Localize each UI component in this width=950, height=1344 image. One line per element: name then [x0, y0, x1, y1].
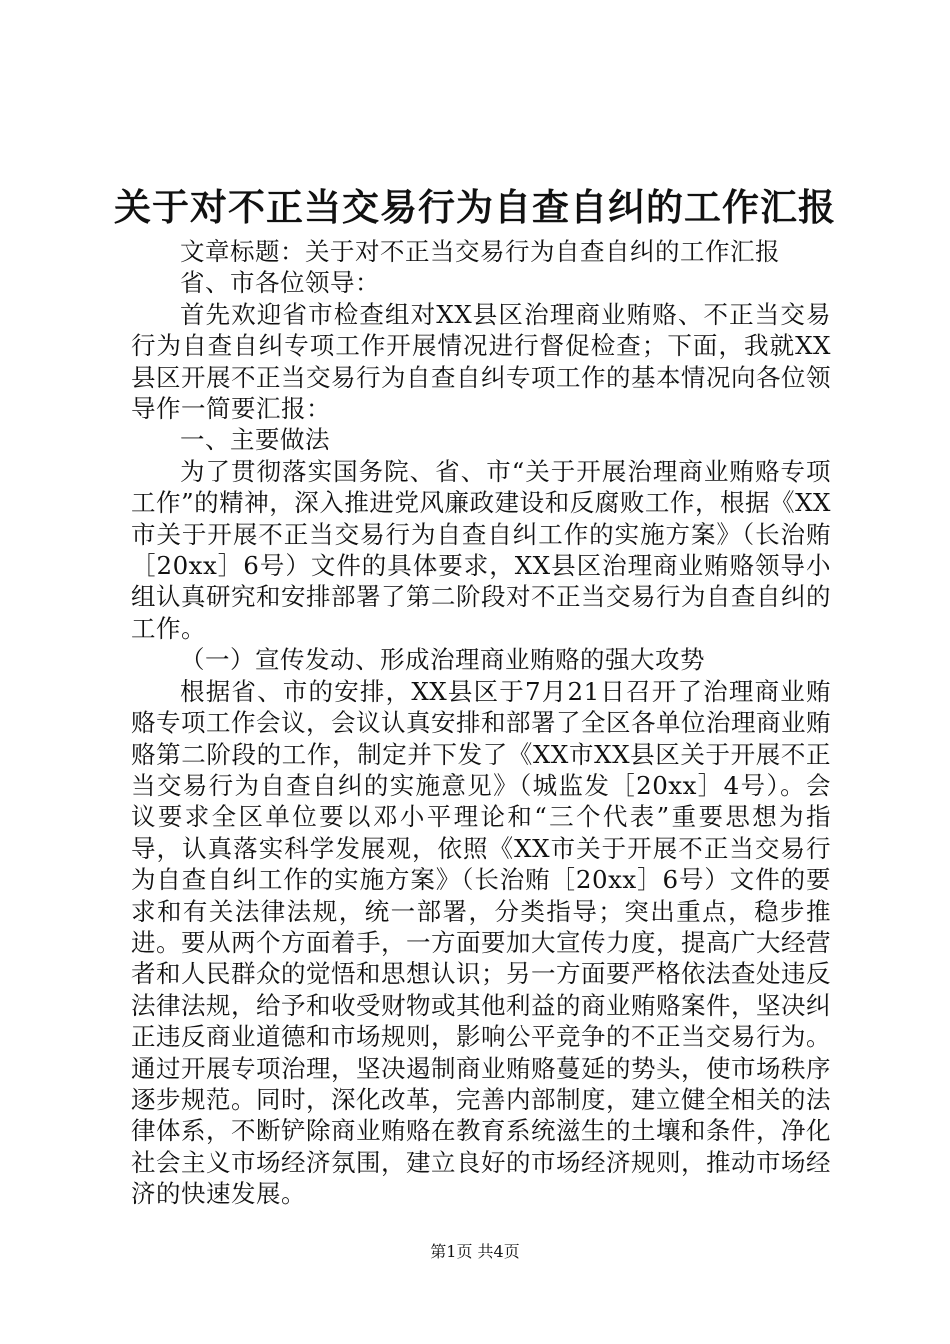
- subsection-heading-publicity: （一）宣传发动、形成治理商业贿赂的强大攻势: [180, 645, 705, 675]
- background-paragraph: 为了贯彻落实国务院、省、市“关于开展治理商业贿赂专项工作”的精神，深入推进党风廉政建设和反腐败工作，根据《XX市关于开展不正当交易行为自查自纠工作的实施方案》（长治贿［20xx］6号）文件的具体要求，XX县区治理商业贿赂领导小组认真研究和安排部署了第二阶段对不正当交易行为自查自纠的工作。: [131, 456, 831, 643]
- intro-paragraph: 首先欢迎省市检查组对XX县区治理商业贿赂、不正当交易行为自查自纠专项工作开展情况进行督促检查；下面，我就XX县区开展不正当交易行为自查自纠专项工作的基本情况向各位领导作一简要汇报：: [131, 299, 831, 424]
- document-body: [131, 236, 831, 1210]
- document-title: 关于对不正当交易行为自查自纠的工作汇报: [114, 186, 836, 229]
- salutation: 省、市各位领导：: [180, 268, 380, 298]
- page-number-footer: 第1页 共4页: [430, 1242, 520, 1261]
- article-title-line: 文章标题：关于对不正当交易行为自查自纠的工作汇报: [180, 237, 780, 266]
- publicity-paragraph: 根据省、市的安排，XX县区于7月21日召开了治理商业贿赂专项工作会议，会议认真安排和部署了全区各单位治理商业贿赂第二阶段的工作，制定并下发了《XX市XX县区关于开展不正当交易行为自查自纠的实施意见》（城监发［20xx］4号）。会议要求全区单位要以邓小平理论和“三个代表”重要思想为指导，认真落实科学发展观，依照《XX市关于开展不正当交易行为自查自纠工作的实施方案》（长治贿［20xx］6号）文件的要求和有关法律法规，统一部署，分类指导；突出重点，稳步推进。要从两个方面着手，一方面要加大宣传力度，提高广大经营者和人民群众的觉悟和思想认识；另一方面要严格依法查处违反法律法规，给予和收受财物或其他利益的商业贿赂案件，坚决纠正违反商业道德和市场规则，影响公平竞争的不正当交易行为。通过开展专项治理，坚决遏制商业贿赂蔓延的势头，使市场秩序逐步规范。同时，深化改革，完善内部制度，建立健全相关的法律体系，不断铲除商业贿赂在教育系统滋生的土壤和条件，净化社会主义市场经济氛围，建立良好的市场经济规则，推动市场经济的快速发展。: [131, 676, 831, 1209]
- section-heading-main-practices: 一、主要做法: [180, 425, 330, 455]
